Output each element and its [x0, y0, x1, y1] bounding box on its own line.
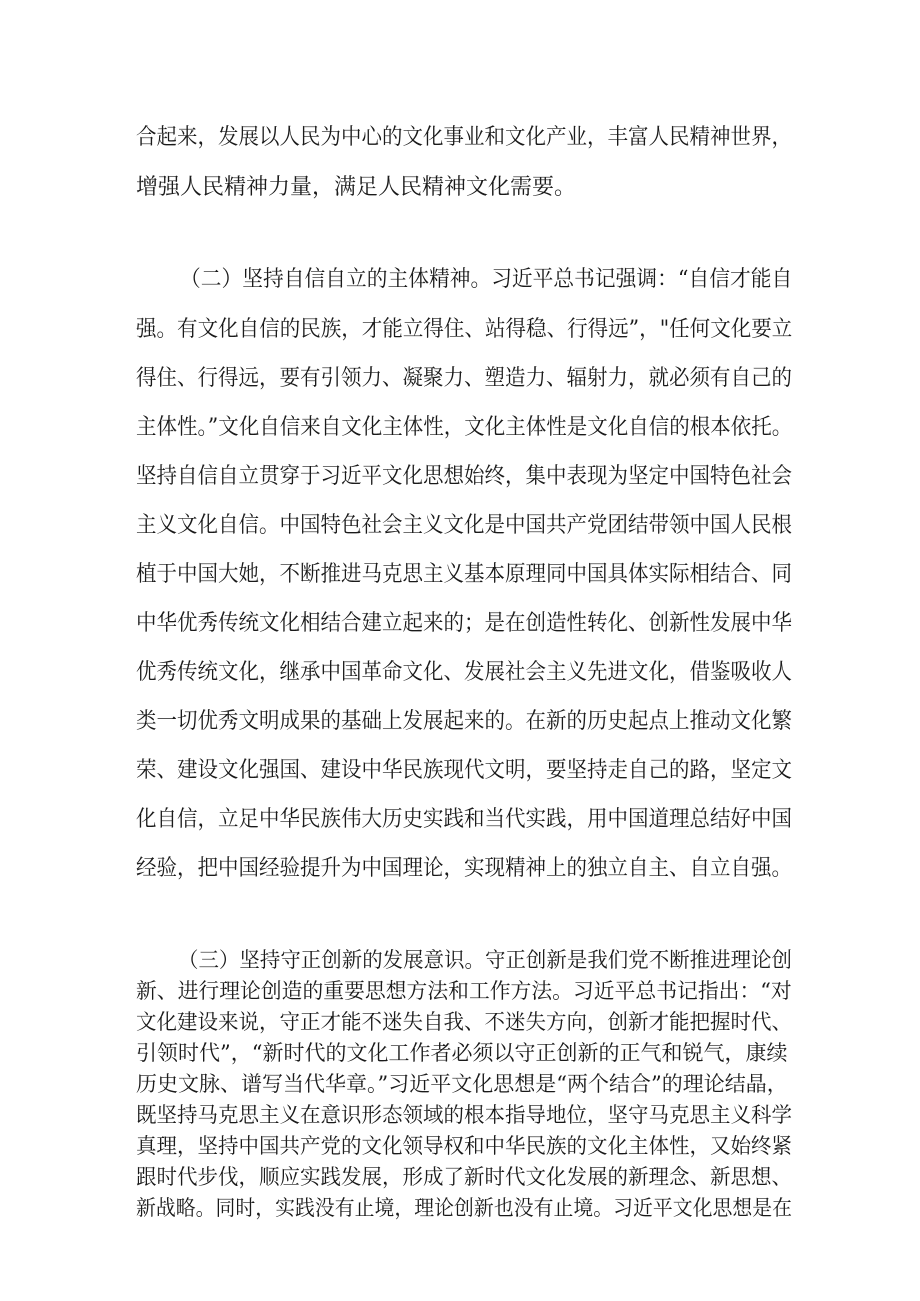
text-line: 历史文脉、谱写当代华章。”习近平文化思想是“两个结合”的理论结晶， [136, 1072, 788, 1096]
text-line: 增强人民精神力量，满足人民精神文化需要。 [136, 175, 577, 200]
text-line: 优秀传统文化，继承中国革命文化、发展社会主义先进文化，借鉴吸收人 [136, 660, 793, 685]
text-line: （三）坚持守正创新的发展意识。守正创新是我们党不断推进理论创 [178, 948, 792, 972]
text-line: 中华优秀传统文化相结合建立起来的；是在创造性转化、创新性发展中华 [136, 611, 793, 636]
text-line: 跟时代步伐，顺应实践发展，形成了新时代文化发展的新理念、新思想、 [136, 1165, 793, 1189]
text-line: 荣、建设文化强国、建设中华民族现代文明，要坚持走自己的路，坚定文 [136, 758, 793, 783]
text-line: 经验，把中国经验提升为中国理论，实现精神上的独立自主、自立自强。 [136, 856, 793, 881]
text-line: 新、进行理论创造的重要思想方法和工作方法。习近平总书记指出：“对 [136, 979, 792, 1003]
text-line: 文化建设来说，守正才能不迷失自我、不迷失方向，创新才能把握时代、 [136, 1010, 793, 1034]
text-line: 合起来，发展以人民为中心的文化事业和文化产业，丰富人民精神世界， [136, 125, 793, 150]
text-line: 引领时代”，“新时代的文化工作者必须以守正创新的正气和锐气，康续 [136, 1041, 788, 1065]
text-line: 强。有文化自信的民族，才能立得住、站得稳、行得远”，"任何文化要立 [136, 317, 793, 342]
text-line: 类一切优秀文明成果的基础上发展起来的。在新的历史起点上推动文化繁 [136, 709, 793, 734]
text-line: 既坚持马克思主义在意识形态领域的根本指导地位，坚守马克思主义科学 [136, 1103, 793, 1127]
text-line: 主体性。”文化自信来自文化主体性，文化主体性是文化自信的根本依托。 [136, 415, 793, 440]
text-line: 坚持自信自立贯穿于习近平文化思想始终，集中表现为坚定中国特色社会 [136, 464, 793, 489]
text-line: 新战略。同时，实践没有止境，理论创新也没有止境。习近平文化思想是在 [136, 1196, 792, 1220]
text-line: 主义文化自信。中国特色社会主义文化是中国共产党团结带领中国人民根 [136, 513, 793, 538]
text-line: 植于中国大她，不断推进马克思主义基本原理同中国具体实际相结合、同 [136, 562, 793, 587]
text-line: （二）坚持自信自立的主体精神。习近平总书记强调：“自信才能自 [180, 267, 793, 292]
text-line: 真理，坚持中国共产党的文化领导权和中华民族的文化主体性，又始终紧 [136, 1134, 793, 1158]
text-line: 化自信，立足中华民族伟大历史实践和当代实践，用中国道理总结好中国 [136, 807, 793, 832]
text-line: 得住、行得远，要有引领力、凝聚力、塑造力、辐射力，就必须有自己的 [136, 366, 793, 391]
